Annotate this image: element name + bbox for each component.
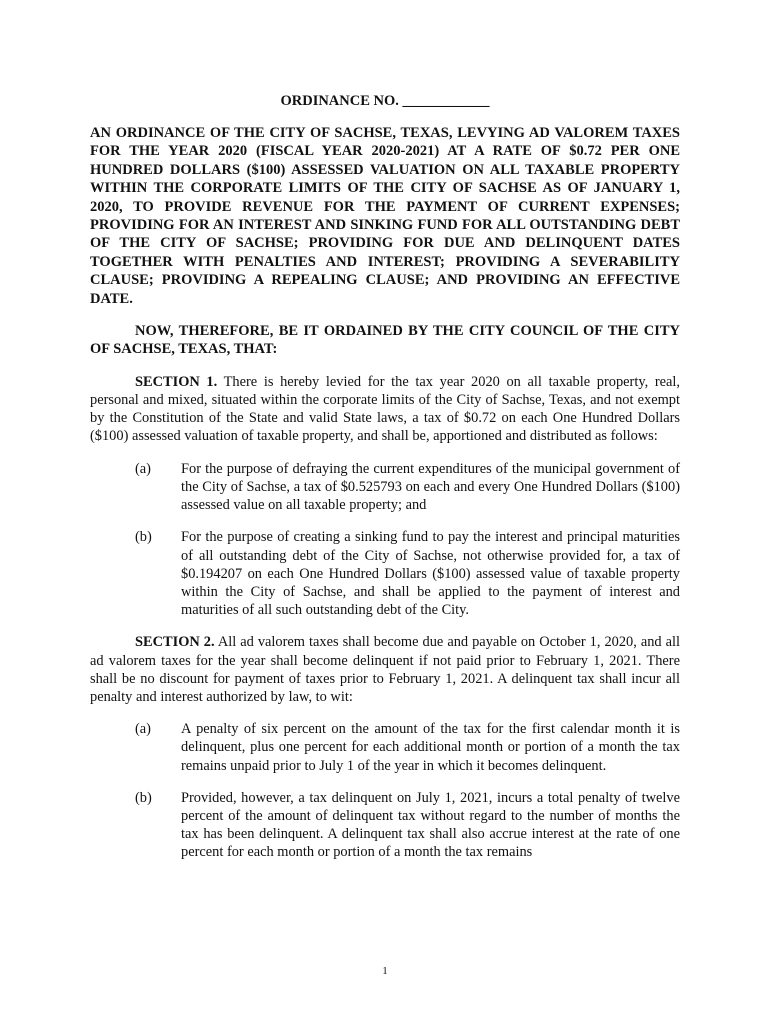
section-1-heading: SECTION 1. <box>135 373 218 390</box>
ordinance-title: ORDINANCE NO. ____________ <box>280 93 490 109</box>
enacting-clause: NOW, THEREFORE, BE IT ORDAINED BY THE CITY COUNCIL OF THE CITY OF SACHSE, TEXAS, THAT: <box>90 323 680 358</box>
item-marker: (b) <box>135 529 152 546</box>
section-2-item-b <box>90 789 680 862</box>
ordinance-caption: AN ORDINANCE OF THE CITY OF SACHSE, TEXAS, LEVYING AD VALOREM TAXES FOR THE YEAR 2020 (FISCAL YEAR 2020-2021) AT A RATE OF $0.72 PER ONE HUNDRED DOLLARS ($100) ASSESSED VALUATION ON ALL TAXABLE PROPERTY WITHIN THE CORPORATE LIMITS OF THE CITY OF SACHSE AS OF JANUARY 1, 2020, TO PROVIDE REVENUE FOR THE PAYMENT OF CURRENT EXPENSES; PROVIDING FOR AN INTEREST AND SINKING FUND FOR ALL OUTSTANDING DEBT OF THE CITY OF SACHSE; PROVIDING FOR DUE AND DELINQUENT DATES TOGETHER WITH PENALTIES AND INTEREST; PROVIDING A SEVERABILITY CLAUSE; PROVIDING A REPEALING CLAUSE; AND PROVIDING AN EFFECTIVE DATE. <box>90 125 680 307</box>
item-text: For the purpose of creating a sinking fund to pay the interest and principal maturities of all outstanding debt of the City of Sachse, not otherwise provided for, a tax of $0.194207 on each One Hundred Dollars ($100) assessed value of taxable property within the City of Sachse, and shall be applied to the payment of interest and maturities of all such outstanding debt of the City. <box>181 529 680 619</box>
section-2-body: All ad valorem taxes shall become due and payable on October 1, 2020, and all ad valorem taxes for the year shall become delinquent if not paid prior to February 1, 2021. There shall be no discount for payment of taxes prior to February 1, 2021. A delinquent tax shall incur all penalty and interest authorized by law, to wit: <box>90 634 681 705</box>
item-marker: (a) <box>135 460 151 477</box>
document-page <box>90 92 680 876</box>
section-2-item-a <box>90 720 680 775</box>
section-1-item-a <box>90 460 680 515</box>
item-text: For the purpose of defraying the current expenditures of the municipal government of the City of Sachse, a tax of $0.525793 on each and every One Hundred Dollars ($100) assessed value on all taxable property; and <box>181 460 680 514</box>
page-number: 1 <box>382 965 388 977</box>
item-text: A penalty of six percent on the amount of the tax for the first calendar month it is delinquent, plus one percent for each additional month or portion of a month the tax remains unpaid prior to July 1 of the year in which it becomes delinquent. <box>181 721 680 774</box>
section-1-body: There is hereby levied for the tax year 2020 on all taxable property, real, personal and mixed, situated within the corporate limits of the City of Sachse, Texas, and not exempt by the Constitution of the State and valid State laws, a tax of $0.72 on each One Hundred Dollars ($100) assessed valuation of taxable property, and shall be, apportioned and distributed as follows: <box>90 373 681 445</box>
item-marker: (b) <box>135 789 152 806</box>
item-marker: (a) <box>135 721 151 738</box>
item-text: Provided, however, a tax delinquent on July 1, 2021, incurs a total penalty of twelve percent of the amount of delinquent tax without regard to the number of months the tax has been delinquent. A delinquent tax shall also accrue interest at the rate of one percent for each month or portion of a month the tax remains <box>181 789 680 861</box>
section-2-heading: SECTION 2. <box>135 634 215 651</box>
section-2 <box>90 633 680 706</box>
section-1 <box>90 373 680 446</box>
section-1-item-b <box>90 528 680 619</box>
